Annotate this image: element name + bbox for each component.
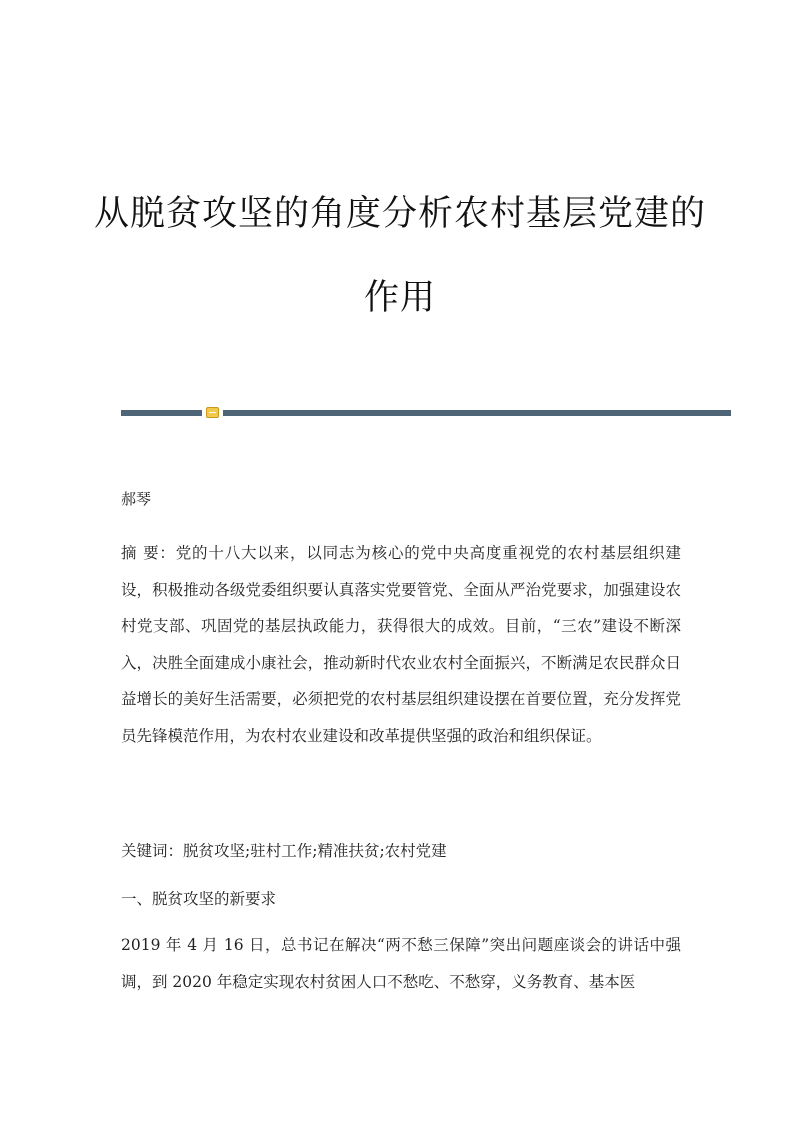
divider-bar-right [223, 410, 731, 416]
document-title-line-1: 从脱贫攻坚的角度分析农村基层党建的 [93, 194, 706, 234]
keywords-line: 关键词：脱贫攻坚;驻村工作;精准扶贫;农村党建 [121, 842, 447, 860]
document-title-line-2: 作用 [363, 278, 436, 318]
title-divider [121, 406, 731, 420]
abstract-paragraph: 摘 要：党的十八大以来，以同志为核心的党中央高度重视党的农村基层组织建设，积极推动各级党委组织要认真落实党要管党、全面从严治党要求，加强建设农村党支部、巩固党的基层执政能力，获得很大的成效。目前，“三农”建设不断深入，决胜全面建成小康社会，推动新时代农业农村全面振兴，不断满足农民群众日益增长的美好生活需要，必须把党的农村基层组织建设摆在首要位置，充分发挥党员先锋模范作用，为农村农业建设和改革提供坚强的政治和组织保证。 [121, 544, 681, 745]
divider-ornament-icon [206, 407, 219, 418]
section-heading: 一、脱贫攻坚的新要求 [121, 890, 277, 908]
section-paragraph: 2019 年 4 月 16 日，总书记在解决“两不愁三保障”突出问题座谈会的讲话中强调，到 2020 年稳定实现农村贫困人口不愁吃、不愁穿，义务教育、基本医 [121, 936, 681, 991]
author-name: 郝琴 [121, 490, 152, 508]
divider-bar-left [121, 410, 202, 416]
